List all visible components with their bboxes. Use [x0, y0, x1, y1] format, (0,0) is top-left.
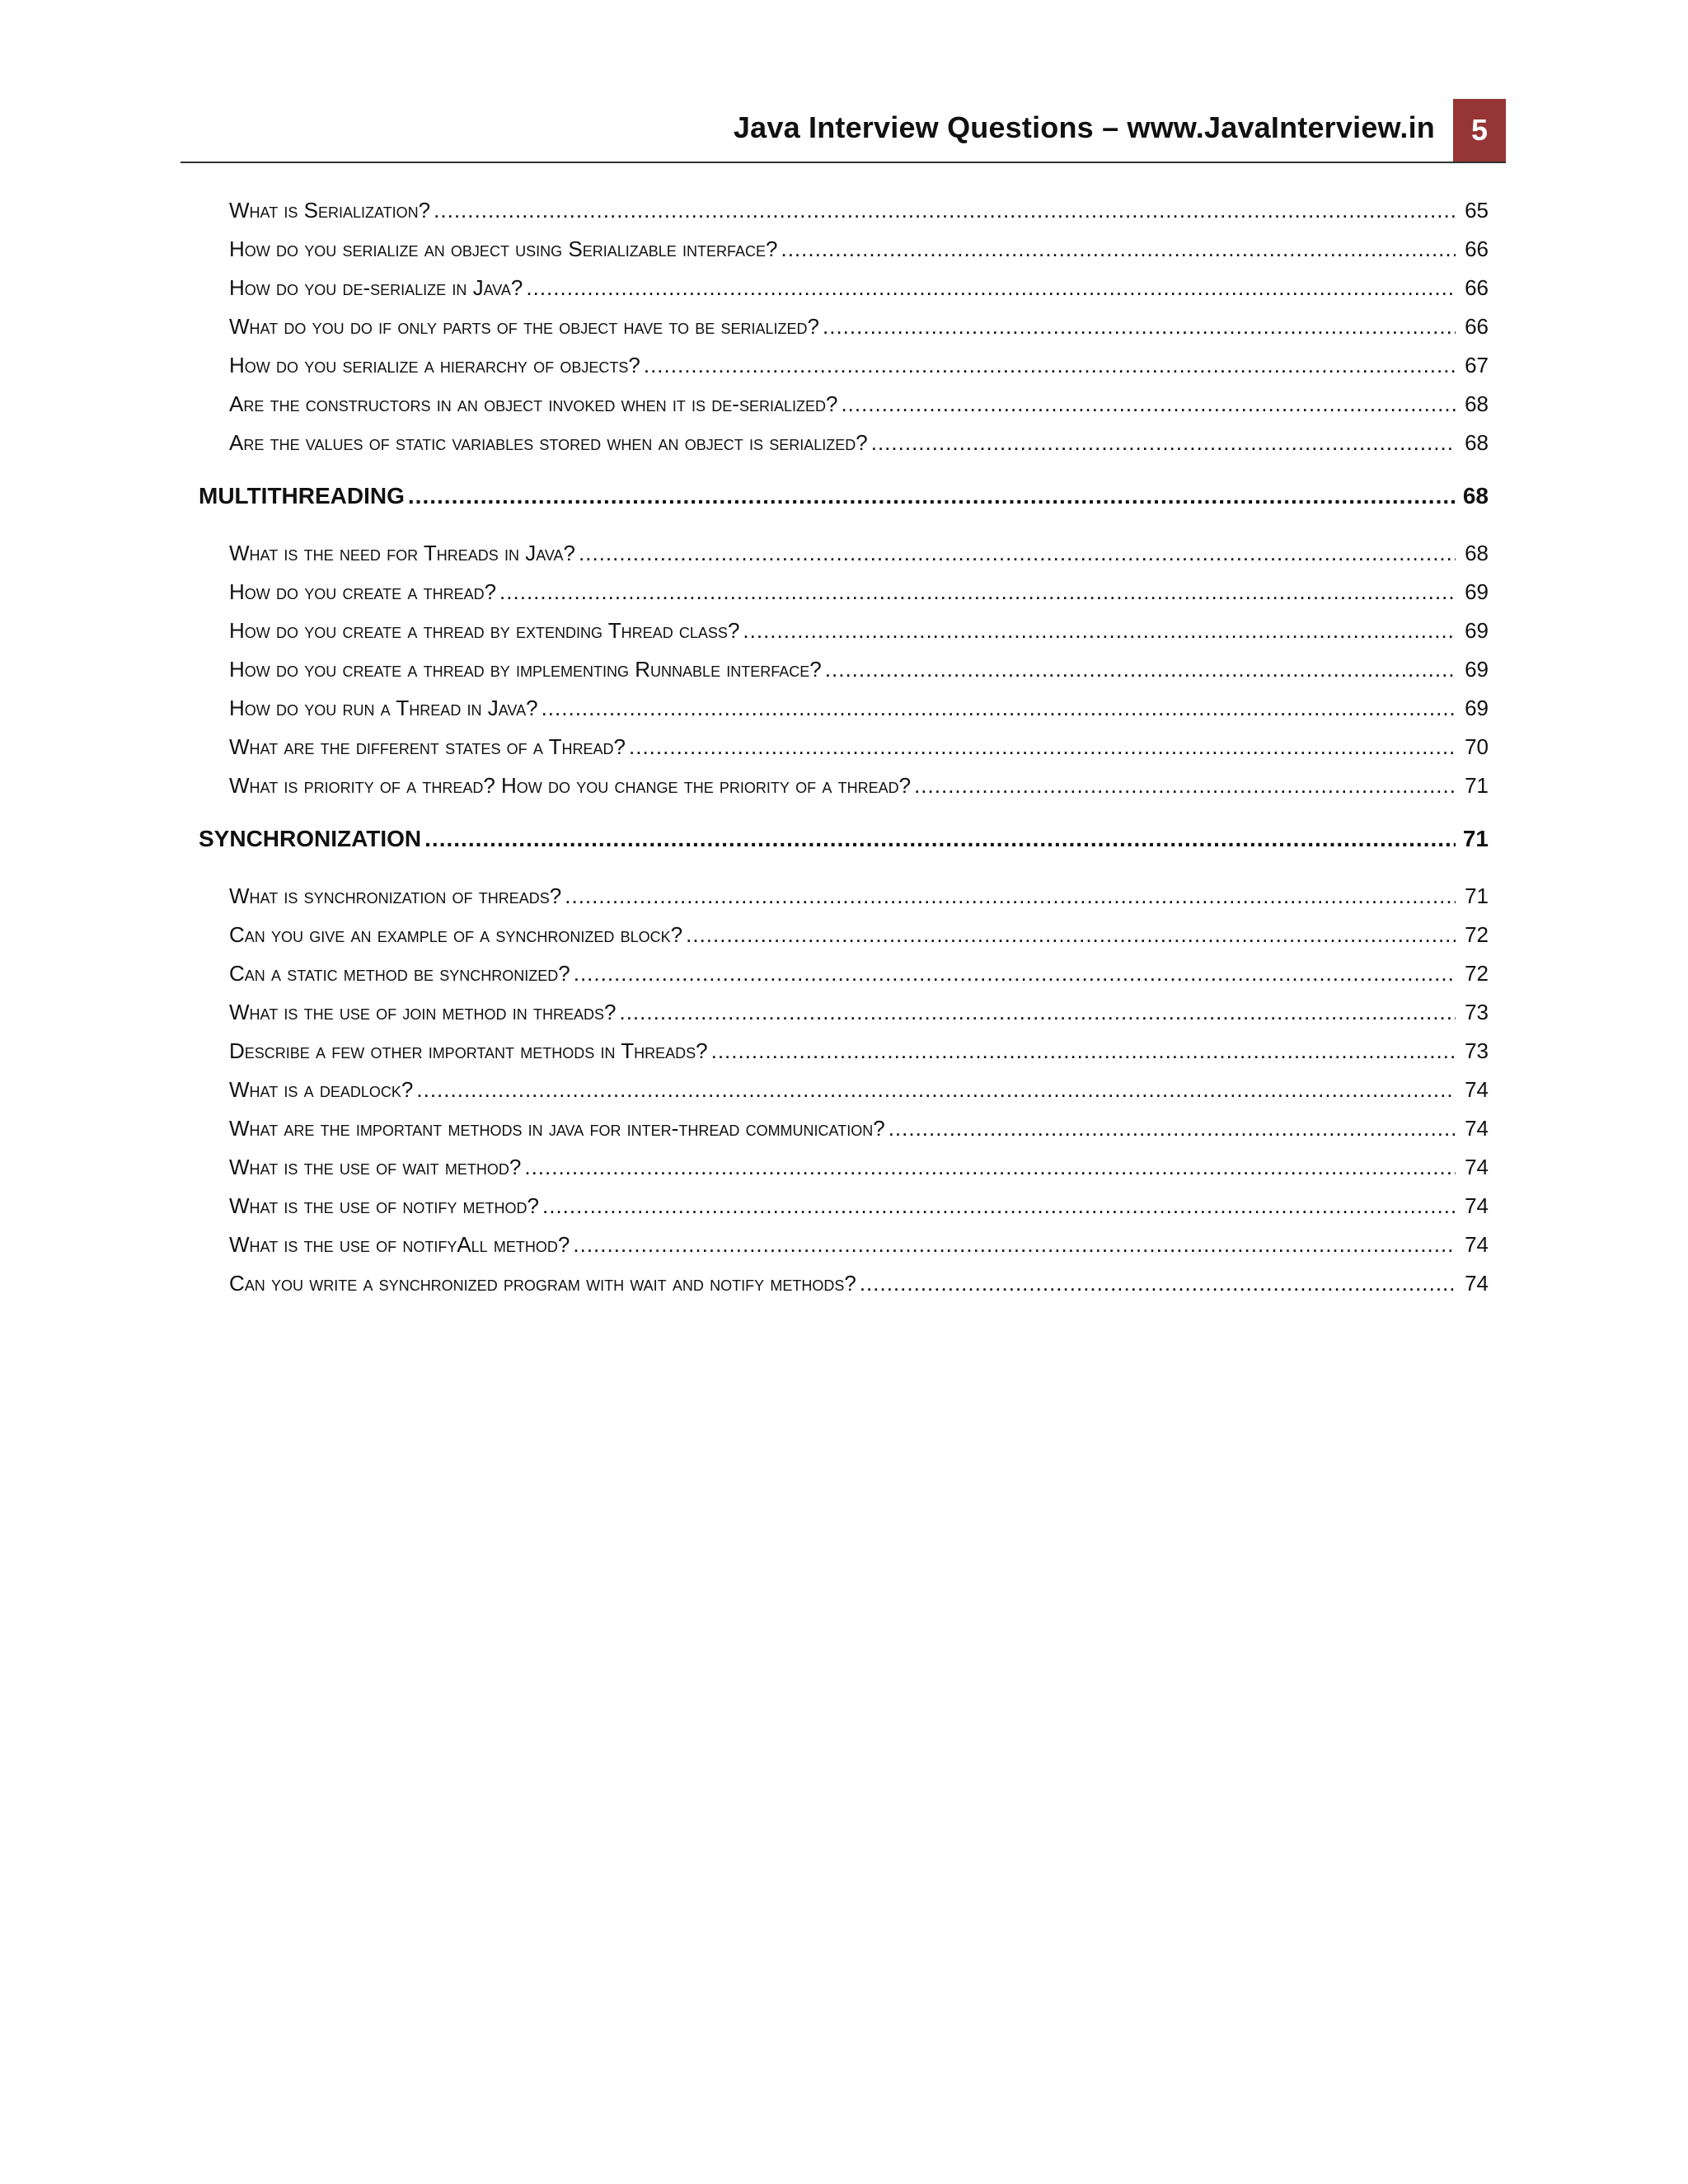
- dot-leader: [424, 826, 1456, 852]
- toc-entry[interactable]: [229, 391, 1489, 417]
- dot-leader: [743, 618, 1456, 644]
- header-title: Java Interview Questions – www.JavaInterview.in: [733, 110, 1435, 144]
- toc-page-number: 71: [1462, 826, 1489, 851]
- toc-page-number: 74: [1465, 1155, 1489, 1179]
- dot-leader: [499, 579, 1456, 605]
- toc-page-number: 71: [1465, 883, 1489, 908]
- toc-page-number: 74: [1465, 1116, 1489, 1141]
- toc-entry-title: What are the important methods in java for inter-thread communication?: [229, 1116, 885, 1141]
- toc-page-number: 66: [1465, 275, 1489, 300]
- toc-page-number: 68: [1465, 391, 1489, 416]
- dot-leader: [825, 657, 1456, 682]
- page-header: [181, 99, 1506, 163]
- toc-entry[interactable]: [229, 773, 1489, 799]
- toc-entry-title: What is the use of notify method?: [229, 1193, 540, 1218]
- dot-leader: [914, 773, 1456, 799]
- dot-leader: [524, 1155, 1456, 1180]
- toc-section-title: SYNCHRONIZATION: [199, 826, 422, 851]
- dot-leader: [711, 1038, 1456, 1064]
- toc-entry-title: What are the different states of a Thread?: [229, 734, 626, 759]
- toc-entry-title: How do you serialize a hierarchy of objects?: [229, 353, 640, 377]
- dot-leader: [565, 883, 1456, 909]
- toc-entry[interactable]: [229, 1155, 1489, 1180]
- dot-leader: [434, 198, 1456, 223]
- toc-page-number: 68: [1465, 541, 1489, 565]
- dot-leader: [686, 922, 1456, 948]
- toc-page-number: 67: [1465, 353, 1489, 377]
- toc-page-number: 73: [1465, 1000, 1489, 1024]
- toc-entry-title: How do you create a thread?: [229, 579, 497, 604]
- toc-entry[interactable]: [229, 734, 1489, 760]
- toc-entry-title: Are the constructors in an object invoked when it is de-serialized?: [229, 391, 838, 416]
- dot-leader: [573, 1232, 1456, 1258]
- dot-leader: [619, 1000, 1456, 1025]
- dot-leader: [416, 1077, 1456, 1103]
- toc-entry[interactable]: [229, 1116, 1489, 1141]
- toc-entry[interactable]: [229, 1000, 1489, 1025]
- toc-entry[interactable]: [229, 883, 1489, 909]
- toc-entry[interactable]: [229, 353, 1489, 378]
- dot-leader: [644, 353, 1456, 378]
- toc-page-number: 74: [1465, 1193, 1489, 1218]
- dot-leader: [574, 961, 1456, 987]
- dot-leader: [542, 1193, 1456, 1219]
- toc-entry-title: Describe a few other important methods in Threads?: [229, 1038, 708, 1063]
- toc-entry[interactable]: [229, 314, 1489, 340]
- dot-leader: [579, 541, 1456, 566]
- toc-page-number: 65: [1465, 198, 1489, 223]
- dot-leader: [860, 1271, 1456, 1296]
- dot-leader: [542, 696, 1456, 721]
- toc-section-title: MULTITHREADING: [199, 483, 405, 509]
- toc-page-number: 69: [1465, 618, 1489, 643]
- dot-leader: [871, 430, 1456, 456]
- toc-entry-title: Are the values of static variables stored when an object is serialized?: [229, 430, 868, 455]
- toc-entry-title: How do you de-serialize in Java?: [229, 275, 523, 300]
- toc-page-number: 68: [1462, 483, 1489, 509]
- toc-entry[interactable]: [229, 541, 1489, 566]
- toc-page-number: 71: [1465, 773, 1489, 798]
- toc-entry-title: What is the use of join method in threads?: [229, 1000, 617, 1024]
- toc-entry[interactable]: [229, 657, 1489, 682]
- toc-entry-title: How do you serialize an object using Serializable interface?: [229, 237, 778, 261]
- toc-entry-title: Can you write a synchronized program with wait and notify methods?: [229, 1271, 856, 1296]
- toc-entry-title: How do you create a thread by extending Thread class?: [229, 618, 740, 643]
- toc-entry-title: What is Serialization?: [229, 198, 431, 223]
- toc-entry-title: Can a static method be synchronized?: [229, 961, 570, 986]
- toc-entry[interactable]: [229, 198, 1489, 223]
- toc-entry[interactable]: [229, 430, 1489, 456]
- toc-page-number: 74: [1465, 1077, 1489, 1102]
- toc-entry-title: What is synchronization of threads?: [229, 883, 562, 908]
- dot-leader: [841, 391, 1456, 417]
- toc-entry-title: What is the need for Threads in Java?: [229, 541, 576, 565]
- toc-page-number: 66: [1465, 237, 1489, 261]
- toc-page-number: 69: [1465, 579, 1489, 604]
- toc-entry[interactable]: [229, 1038, 1489, 1064]
- toc-section-heading[interactable]: [199, 826, 1489, 852]
- toc-entry-title: How do you create a thread by implementing Runnable interface?: [229, 657, 822, 682]
- toc-entry[interactable]: [229, 696, 1489, 721]
- dot-leader: [408, 483, 1456, 509]
- toc-entry[interactable]: [229, 1077, 1489, 1103]
- toc-entry[interactable]: [229, 618, 1489, 644]
- toc-page-number: 69: [1465, 657, 1489, 682]
- toc-page-number: 73: [1465, 1038, 1489, 1063]
- toc-entry[interactable]: [229, 961, 1489, 987]
- toc-page-number: 68: [1465, 430, 1489, 455]
- toc-page-number: 72: [1465, 922, 1489, 947]
- dot-leader: [526, 275, 1456, 301]
- toc-page-number: 66: [1465, 314, 1489, 339]
- toc-entry-title: Can you give an example of a synchronized block?: [229, 922, 683, 947]
- toc-entry[interactable]: [229, 1271, 1489, 1296]
- toc-entry[interactable]: [229, 922, 1489, 948]
- toc-page-number: 69: [1465, 696, 1489, 720]
- toc-entry-title: What is the use of notifyAll method?: [229, 1232, 570, 1257]
- toc-entry[interactable]: [229, 1232, 1489, 1258]
- toc-entry-title: What is a deadlock?: [229, 1077, 414, 1102]
- toc-page-number: 72: [1465, 961, 1489, 986]
- toc-entry[interactable]: [229, 579, 1489, 605]
- dot-leader: [889, 1116, 1456, 1141]
- dot-leader: [781, 237, 1456, 262]
- toc-entry[interactable]: [229, 275, 1489, 301]
- toc-entry-title: What is priority of a thread? How do you change the priority of a thread?: [229, 773, 912, 798]
- toc-entry[interactable]: [229, 237, 1489, 262]
- page-number-badge: 5: [1453, 99, 1506, 162]
- dot-leader: [629, 734, 1456, 760]
- toc-entry-title: How do you run a Thread in Java?: [229, 696, 538, 720]
- toc-page-number: 74: [1465, 1271, 1489, 1296]
- toc-page-number: 70: [1465, 734, 1489, 759]
- toc-entry-title: What do you do if only parts of the object have to be serialized?: [229, 314, 819, 339]
- toc-entry[interactable]: [229, 1193, 1489, 1219]
- toc-page-number: 74: [1465, 1232, 1489, 1257]
- toc-section-heading[interactable]: [199, 483, 1489, 509]
- dot-leader: [823, 314, 1456, 340]
- toc-entry-title: What is the use of wait method?: [229, 1155, 522, 1179]
